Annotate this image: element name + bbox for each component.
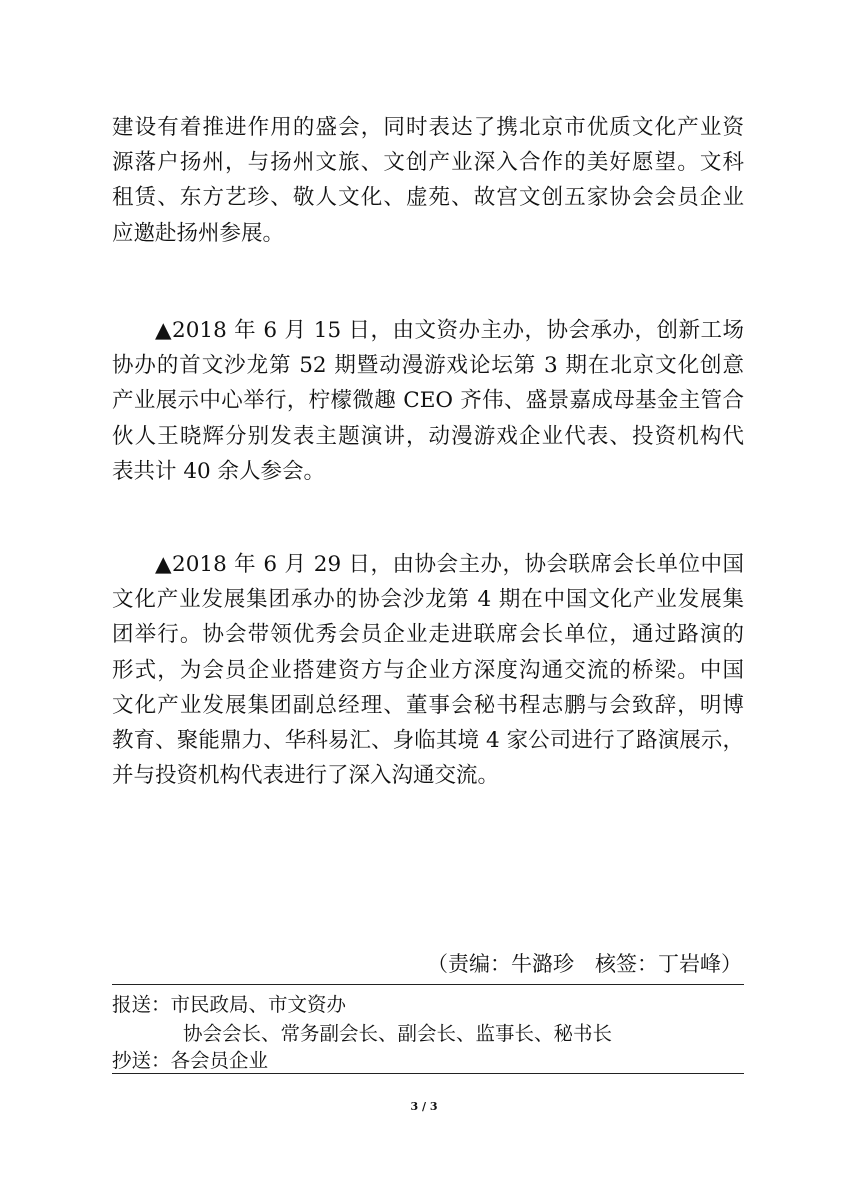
- report-to-line: [112, 989, 346, 1017]
- text-line: 建设有着推进作用的盛会，同时表达了携北京市优质文化产业资: [112, 115, 744, 140]
- copy-to-label: 抄送：: [112, 1049, 171, 1072]
- text-line: 团举行。协会带领优秀会员企业走进联席会长单位，通过路演的: [112, 622, 744, 648]
- text-line: ▲2018 年 6 月 15 日，由文资办主办，协会承办，创新工场: [155, 318, 744, 343]
- paragraph-2: [112, 313, 744, 489]
- text-line: 表共计 40 余人参会。: [112, 458, 326, 484]
- editor-credit: （责编：牛潞珍 核签：丁岩峰）: [427, 952, 742, 976]
- report-to-recipients: 市民政局、市文资办: [170, 993, 347, 1016]
- text-line: ▲2018 年 6 月 29 日，由协会主办，协会联席会长单位中国: [155, 552, 744, 577]
- text-line: 并与投资机构代表进行了深入沟通交流。: [112, 763, 500, 789]
- report-to-label: 报送：: [112, 993, 171, 1016]
- copy-to-recipients: 各会员企业: [170, 1049, 269, 1072]
- text-line: 产业展示中心举行，柠檬微趣 CEO 齐伟、盛景嘉成母基金主管合: [112, 388, 744, 414]
- text-line: 文化产业发展集团副总经理、董事会秘书程志鹏与会致辞，明博: [112, 692, 744, 718]
- paragraph-3: [112, 547, 744, 793]
- page-number: 3 / 3: [410, 1100, 438, 1113]
- text-line: 文化产业发展集团承办的协会沙龙第 4 期在中国文化产业发展集: [112, 587, 744, 613]
- text-line: 协办的首文沙龙第 52 期暨动漫游戏论坛第 3 期在北京文化创意: [112, 353, 744, 379]
- text-line: 教育、聚能鼎力、华科易汇、身临其境 4 家公司进行了路演展示，: [112, 727, 744, 753]
- text-line: 源落户扬州，与扬州文旅、文创产业深入合作的美好愿望。文科: [112, 150, 744, 176]
- copy-to-line: [112, 1045, 268, 1073]
- text-line: 形式，为会员企业搭建资方与企业方深度沟通交流的桥梁。中国: [112, 657, 744, 683]
- top-divider: [112, 984, 744, 985]
- paragraph-1: [112, 110, 744, 251]
- text-line: 应邀赴扬州参展。: [112, 220, 285, 246]
- text-line: 租赁、东方艺珍、敬人文化、虚苑、故宫文创五家协会会员企业: [112, 185, 744, 211]
- text-line: 伙人王晓辉分别发表主题演讲，动漫游戏企业代表、投资机构代: [112, 423, 744, 449]
- report-to-line-2: 协会会长、常务副会长、副会长、监事长、秘书长: [183, 1022, 613, 1045]
- bottom-divider: [112, 1073, 744, 1074]
